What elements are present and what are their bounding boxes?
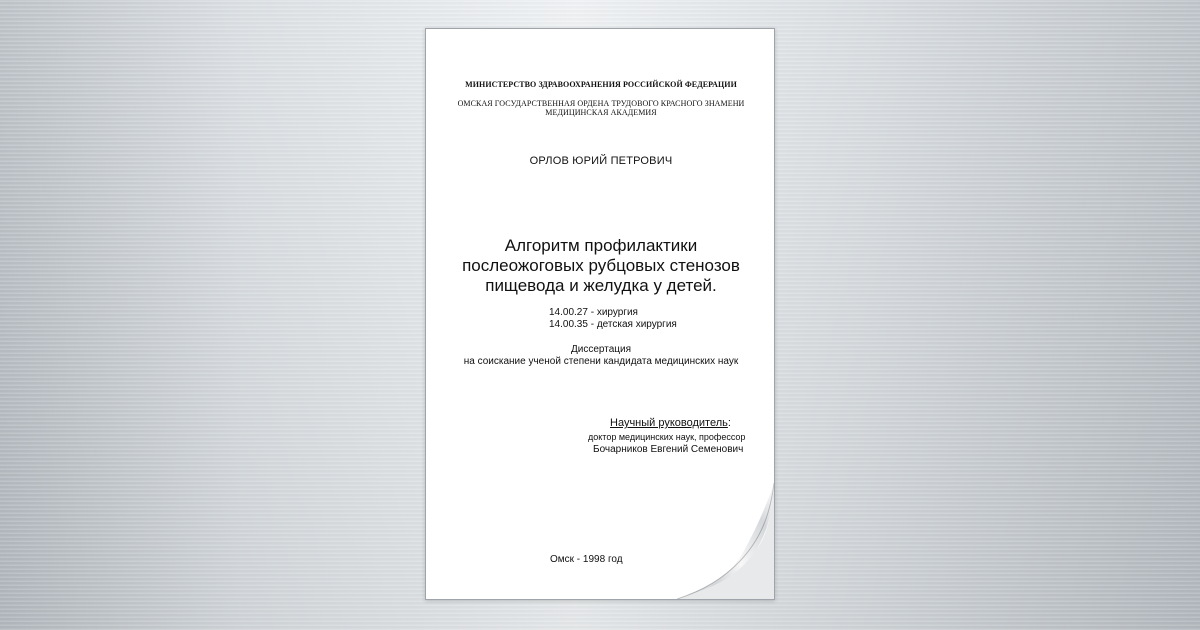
place-year: Омск - 1998 год xyxy=(550,554,623,565)
advisor-heading xyxy=(610,417,731,429)
academy-heading xyxy=(426,99,775,117)
advisor-label: Научный руководитель xyxy=(610,417,728,429)
title-line-1: Алгоритм профилактики xyxy=(504,236,698,255)
academy-line-1: ОМСКАЯ ГОСУДАРСТВЕННАЯ ОРДЕНА ТРУДОВОГО КРАСНОГО ЗНАМЕНИ xyxy=(457,99,745,108)
dissertation-title-page xyxy=(425,28,775,600)
title-line-3: пищевода и желудка у детей. xyxy=(485,276,717,295)
specialty-pediatric-surgery: 14.00.35 - детская хирургия xyxy=(549,319,677,330)
title-line-2: послеожоговых рубцовых стенозов xyxy=(462,256,740,275)
advisor-colon: : xyxy=(727,417,731,429)
page-curl xyxy=(677,483,774,599)
degree-description: на соискание ученой степени кандидата медицинских наук xyxy=(463,356,739,367)
academy-line-2: МЕДИЦИНСКАЯ АКАДЕМИЯ xyxy=(545,108,657,117)
specialty-surgery: 14.00.27 - хирургия xyxy=(549,307,638,318)
advisor-name: Бочарников Евгений Семенович xyxy=(593,444,744,455)
author-name: ОРЛОВ ЮРИЙ ПЕТРОВИЧ xyxy=(529,155,673,167)
ministry-heading: МИНИСТЕРСТВО ЗДРАВООХРАНЕНИЯ РОССИЙСКОЙ ФЕДЕРАЦИИ xyxy=(465,80,737,89)
advisor-title: доктор медицинских наук, профессор xyxy=(588,432,746,442)
dissertation-title xyxy=(426,236,775,296)
dissertation-label: Диссертация xyxy=(570,344,632,355)
